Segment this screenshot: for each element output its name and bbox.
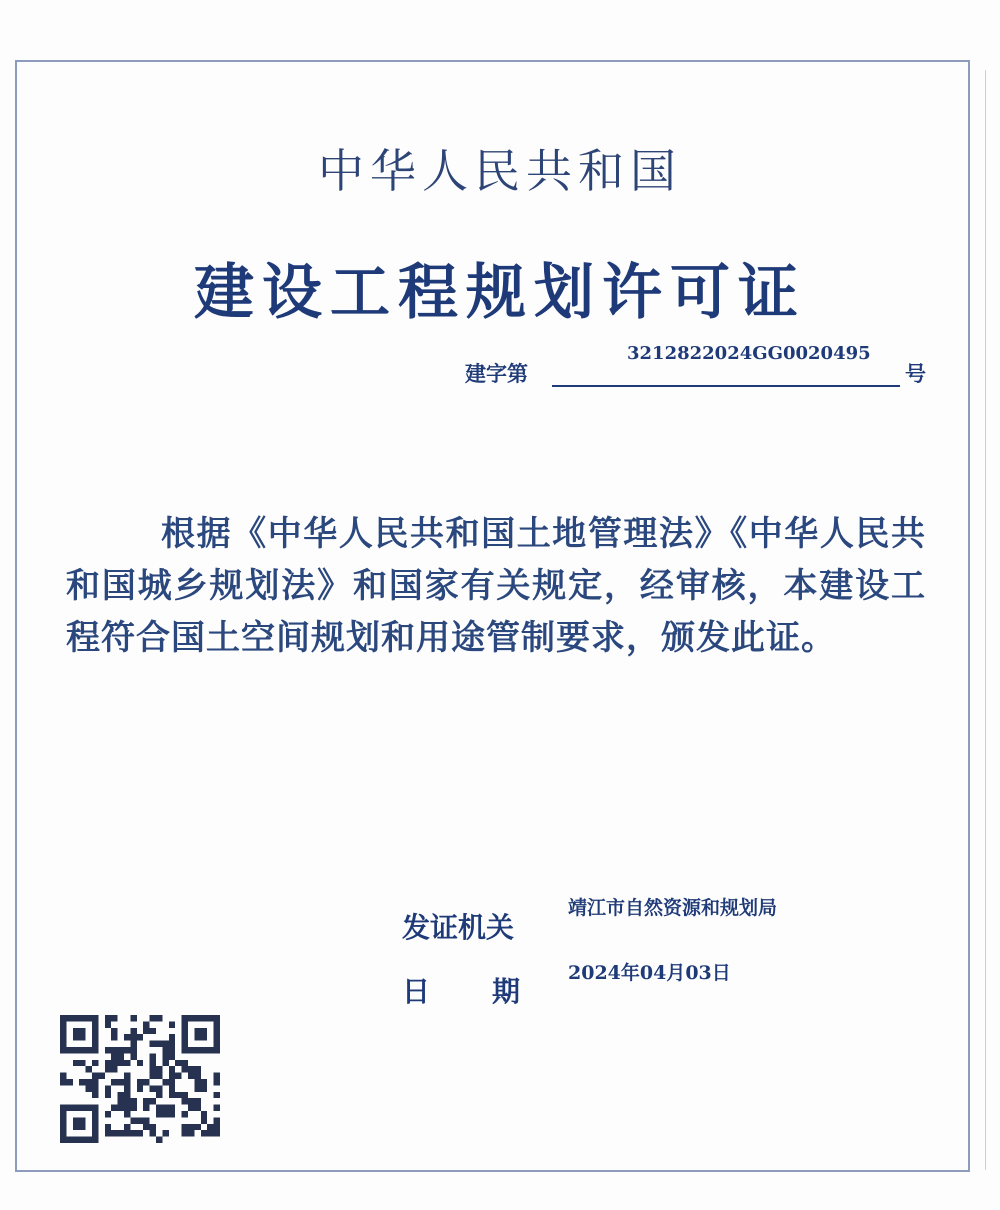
certificate-number-prefix: 建字第 (465, 361, 528, 386)
issuer-label: 发证机关 (402, 911, 515, 944)
certificate-number: 3212822024GG0020495 (627, 343, 871, 364)
paper-edge (985, 70, 986, 1170)
issue-date: 2024年04月03日 (568, 962, 731, 984)
certificate-body: 根据《中华人民共和国土地管理法》《中华人民共和国城乡规划法》和国家有关规定，经审核，本建设工程符合国土空间规划和用途管制要求，颁发此证。 (66, 514, 926, 658)
certificate-number-suffix: 号 (905, 361, 926, 386)
qr-code-icon (60, 1015, 220, 1143)
date-label-day: 日 (402, 975, 431, 1008)
issuer-name: 靖江市自然资源和规划局 (568, 897, 778, 919)
country-name: 中华人民共和国 (318, 144, 682, 198)
certificate-title: 建设工程规划许可证 (194, 258, 806, 328)
certificate-number-underline (552, 385, 900, 387)
date-label-period: 期 (492, 975, 521, 1008)
